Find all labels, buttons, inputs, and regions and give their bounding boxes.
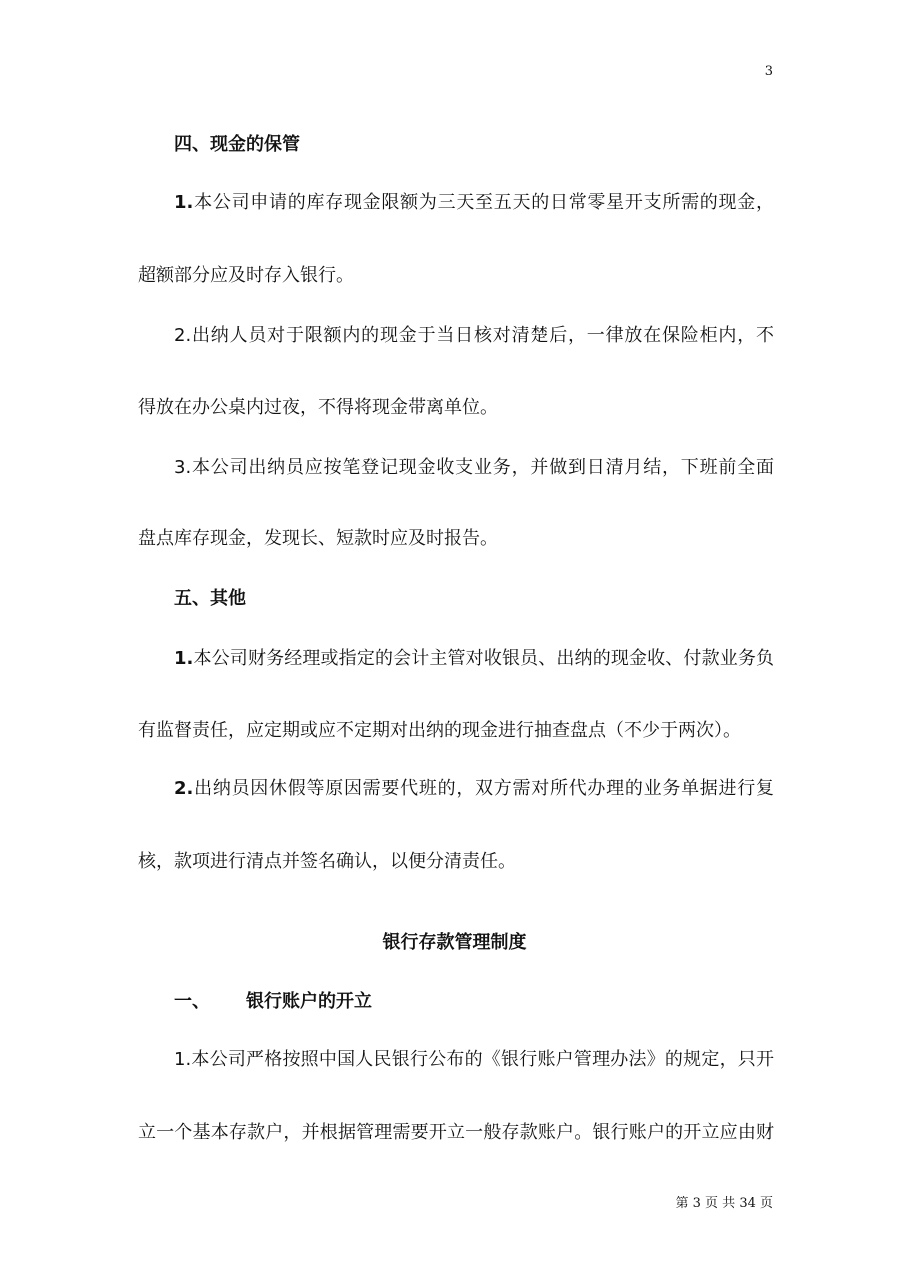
paragraph-line: 盘点库存现金，发现长、短款时应及时报告。 (138, 528, 498, 549)
paragraph-line (174, 647, 774, 671)
header-page-number: 3 (764, 64, 773, 79)
section-heading-other: 五、其他 (174, 588, 246, 609)
paragraph-line: 有监督责任，应定期或应不定期对出纳的现金进行抽查盘点（不少于两次）。 (138, 720, 741, 741)
paragraph-line (174, 777, 774, 801)
paragraph-line: 3.本公司出纳员应按笔登记现金收支业务，并做到日清月结，下班前全面 (174, 457, 774, 478)
item-text: 本公司财务经理或指定的会计主管对收银员、出纳的现金收、付款业务负 (193, 648, 774, 669)
heading-number: 一、 (174, 991, 210, 1012)
item-text: 出纳员因休假等原因需要代班的，双方需对所代办理的业务单据进行复 (193, 778, 774, 799)
paragraph-line: 得放在办公桌内过夜，不得将现金带离单位。 (138, 397, 498, 418)
heading-text: 银行账户的开立 (246, 991, 372, 1012)
footer-page-info: 第 3 页 共 34 页 (675, 1196, 773, 1211)
paragraph-line (174, 191, 774, 215)
item-number: 1. (174, 192, 194, 213)
section-heading-bank-account-opening (174, 990, 774, 1014)
section-heading-cash-custody: 四、现金的保管 (174, 134, 300, 155)
paragraph-line: 立一个基本存款户，并根据管理需要开立一般存款账户。银行账户的开立应由财 (138, 1122, 774, 1143)
paragraph-line: 核，款项进行清点并签名确认，以便分清责任。 (138, 851, 516, 872)
item-text: 本公司申请的库存现金限额为三天至五天的日常零星开支所需的现金， (193, 192, 774, 213)
paragraph-line: 2.出纳人员对于限额内的现金于当日核对清楚后，一律放在保险柜内，不 (174, 325, 774, 346)
paragraph-line: 1.本公司严格按照中国人民银行公布的《银行账户管理办法》的规定，只开 (174, 1049, 774, 1070)
document-section-title: 银行存款管理制度 (382, 932, 527, 953)
item-number: 2. (174, 778, 194, 799)
paragraph-line: 超额部分应及时存入银行。 (138, 265, 354, 286)
item-number: 1. (174, 648, 194, 669)
